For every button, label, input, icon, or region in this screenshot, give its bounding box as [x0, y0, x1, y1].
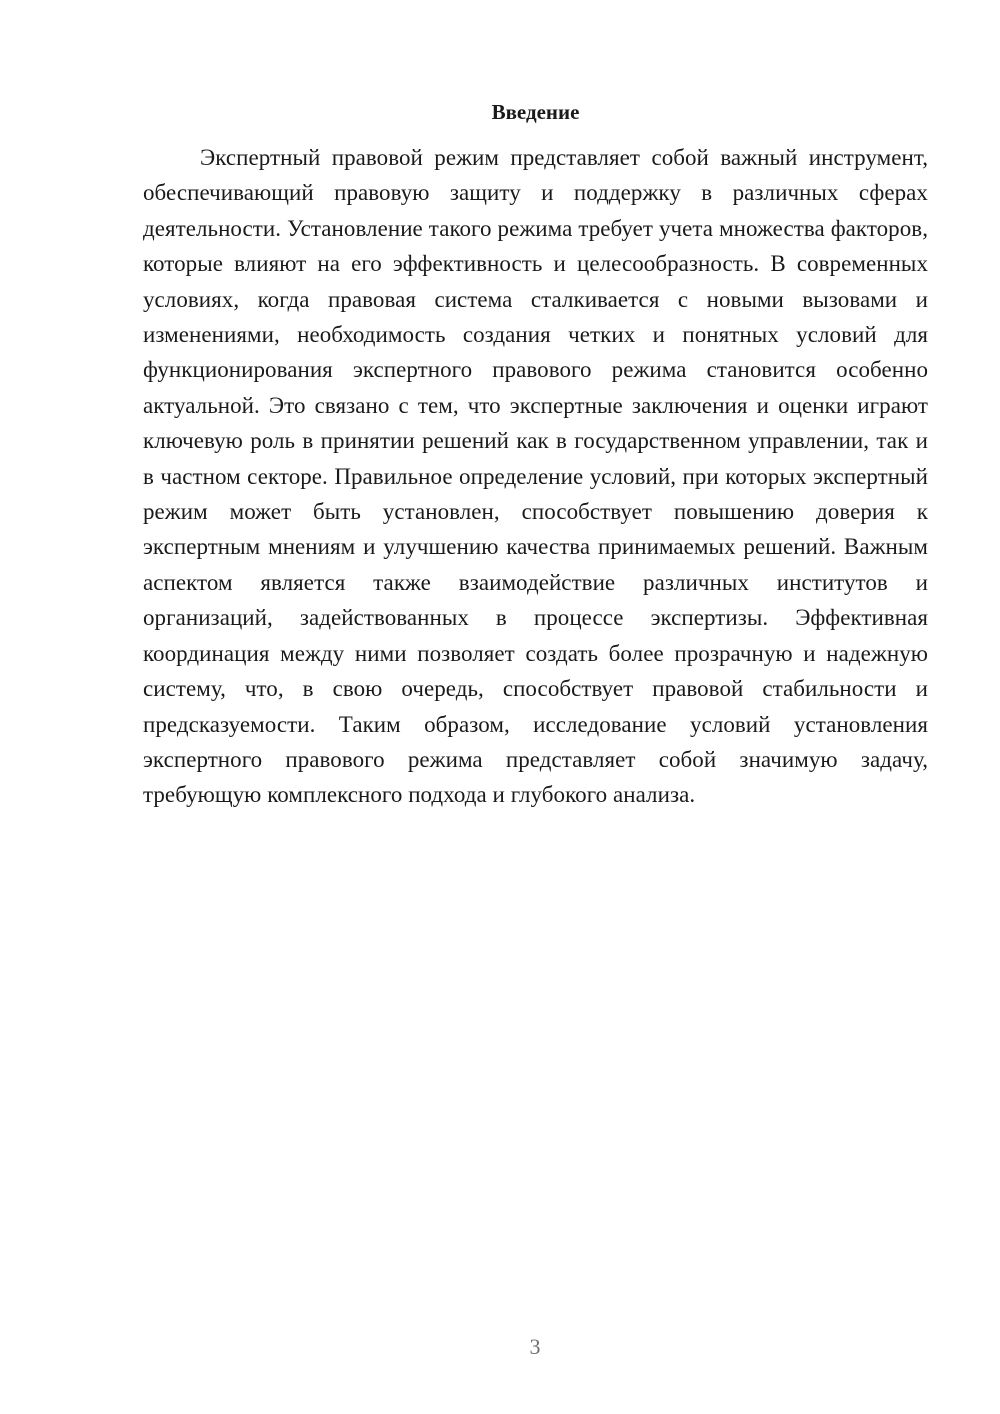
section-heading: Введение	[491, 100, 580, 124]
page-number: 3	[529, 1334, 541, 1359]
body-paragraph: Экспертный правовой режим представляет собой важный инструмент, обеспечивающий правовую защиту и поддержку в различных сферах деятельности. Установление такого режима требует учета множества факторов, которые влияют на его эффективность и целесообразность. В современных условиях, когда правовая система сталкивается с новыми вызовами и изменениями, необходимость создания четких и понятных условий для функционирования экспертного правового режима становится особенно актуальной. Это связано с тем, что экспертные заключения и оценки играют ключевую роль в принятии решений как в государственном управлении, так и в частном секторе. Правильное определение условий, при которых экспертный режим может быть установлен, способствует повышению доверия к экспертным мнениям и улучшению качества принимаемых решений. Важным аспектом является также взаимодействие различных институтов и организаций, задействованных в процессе экспертизы. Эффективная координация между ними позволяет создать более прозрачную и надежную систему, что, в свою очередь, способствует правовой стабильности и предсказуемости. Таким образом, исследование условий установления экспертного правового режима представляет собой значимую задачу, требующую комплексного подхода и глубокого анализа.	[143, 145, 928, 808]
